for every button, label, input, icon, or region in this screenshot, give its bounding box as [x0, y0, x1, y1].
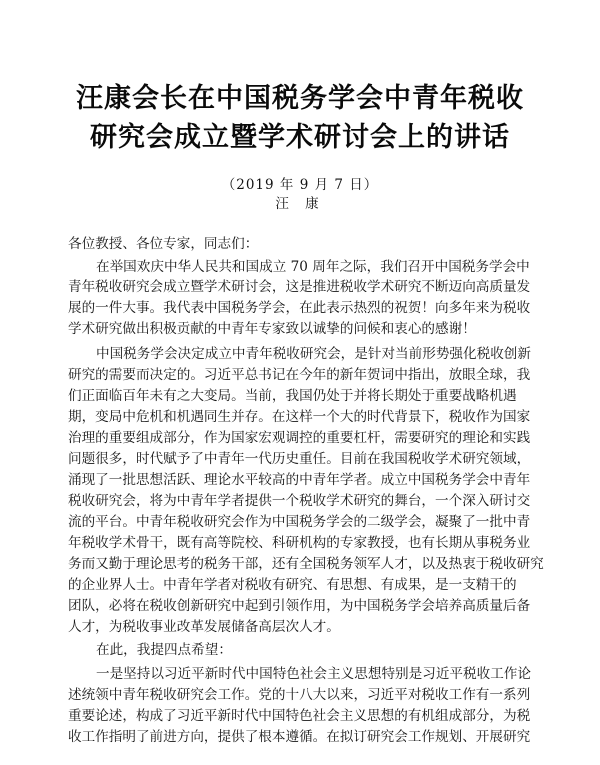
title-line-2: 研究会成立暨学术研讨会上的讲话	[90, 122, 510, 153]
body-line: 问题很多，时代赋予了中青年一代历史重任。目前在我国税收学术研究领域，	[68, 451, 531, 467]
body-line: 涌现了一批思想活跃、理论水平较高的中青年学者。成立中国税务学会中青年	[68, 472, 531, 488]
body-line: 务而又勤于理论思考的税务干部，还有全国税务领军人才，以及热衷于税收研究	[68, 556, 544, 572]
body-line: 们正面临百年未有之大变局。当前，我国仍处于并将长期处于重要战略机遇	[68, 388, 517, 404]
body-line: 的企业界人士。中青年学者对税收有研究、有思想、有成果，是一支精干的	[68, 577, 517, 593]
body-line: 在此，我提四点希望：	[96, 642, 232, 658]
body-line: 年税收学术骨干，既有高等院校、科研机构的专家教授，也有长期从事税务业	[68, 535, 531, 551]
body-line: 治理的重要组成部分，作为国家宏观调控的重要杠杆，需要研究的理论和实践	[68, 430, 531, 446]
body-line: 收工作指明了前进方向，提供了根本遵循。在拟订研究会工作规划、开展研究	[68, 729, 531, 745]
body-line: 在举国欢庆中华人民共和国成立 70 周年之际，我们召开中国税务学会中	[96, 259, 530, 275]
speech-author: 汪 康	[275, 196, 325, 212]
body-line: 人才，为税收事业改革发展储备高层次人才。	[68, 619, 340, 635]
body-line: 展的一件大事。我代表中国税务学会，在此表示热烈的祝贺！向多年来为税收	[68, 300, 531, 316]
body-line: 团队，必将在税收创新研究中起到引领作用，为中国税务学会培养高质量后备	[68, 598, 531, 614]
body-line: 述统领中青年税收研究会工作。党的十八大以来，习近平对税收工作有一系列	[68, 687, 531, 703]
body-line: 税收研究会，将为中青年学者提供一个税收学术研究的舞台，一个深入研讨交	[68, 493, 531, 509]
body-line: 研究的需要而决定的。习近平总书记在今年的新年贺词中指出，放眼全球，我	[68, 367, 531, 383]
body-line: 青年税收研究会成立暨学术研讨会，这是推进税收学术研究不断迈向高质量发	[68, 279, 531, 295]
body-line: 学术研究做出积极贡献的中青年专家致以诚挚的问候和衷心的感谢！	[68, 321, 476, 337]
body-line: 中国税务学会决定成立中青年税收研究会，是针对当前形势强化税收创新	[96, 346, 531, 362]
body-line: 一是坚持以习近平新时代中国特色社会主义思想特别是习近平税收工作论	[96, 666, 531, 682]
body-line: 期，变局中危机和机遇同生并存。在这样一个大的时代背景下，税收作为国家	[68, 409, 531, 425]
body-line: 流的平台。中青年税收研究会作为中国税务学会的二级学会，凝聚了一批中青	[68, 514, 531, 530]
title-line-1: 汪康会长在中国税务学会中青年税收	[76, 83, 524, 114]
salutation: 各位教授、各位专家，同志们：	[68, 236, 259, 252]
body-line: 重要论述，构成了习近平新时代中国特色社会主义思想的有机组成部分，为税	[68, 708, 531, 724]
speech-date: （2019 年 9 月 7 日）	[221, 177, 379, 193]
